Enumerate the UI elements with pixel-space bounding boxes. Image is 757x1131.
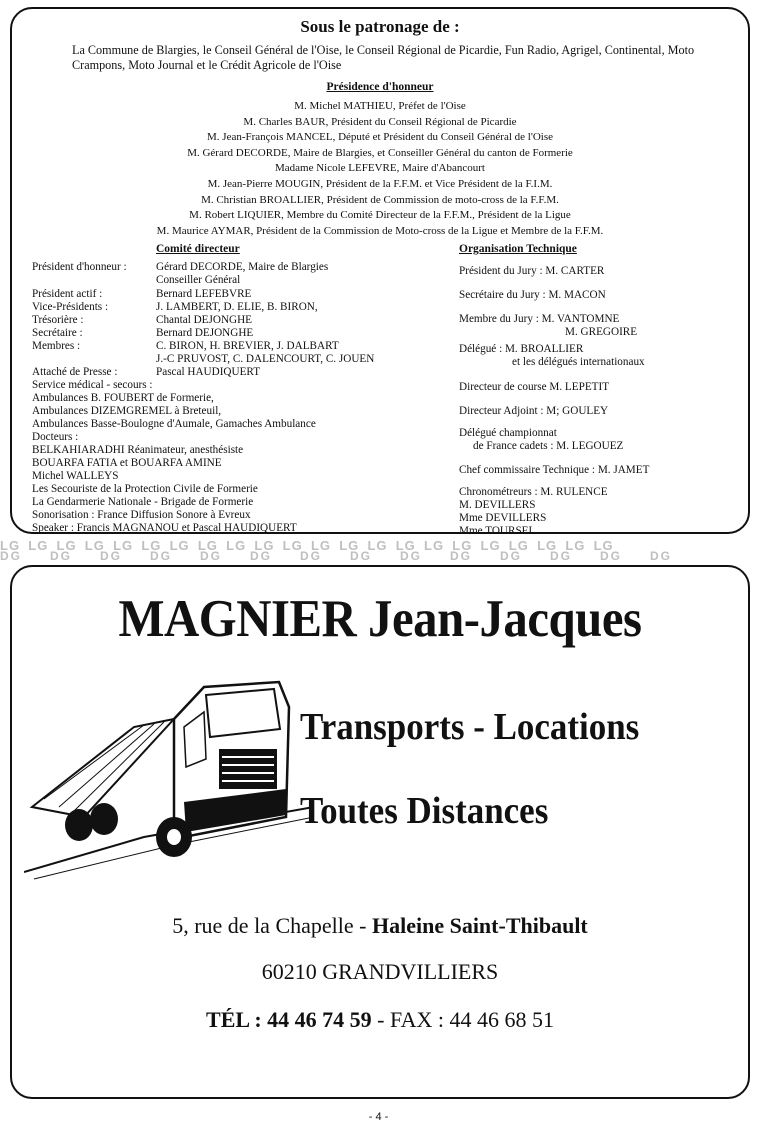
organisation-item: Mme DEVILLERS	[459, 512, 547, 524]
patronage-panel	[10, 7, 750, 537]
comite-extra: La Gendarmerie Nationale - Brigade de Formerie	[32, 496, 254, 508]
comite-extra: BOUARFA FATIA et BOUARFA AMINE	[32, 457, 222, 469]
advertiser-city: 60210 GRANDVILLIERS	[261, 959, 499, 984]
presidence-member: M. Gérard DECORDE, Maire de Blargies, et Conseiller Général du canton de Formerie	[187, 146, 573, 159]
organisation-item: Directeur Adjoint : M; GOULEY	[459, 405, 609, 417]
organisation-item: Secrétaire du Jury : M. MACON	[459, 289, 606, 301]
organisation-item: Chef commissaire Technique : M. JAMET	[459, 464, 650, 476]
comite-extra: Michel WALLEYS	[32, 470, 119, 482]
patronage-title: Sous le patronage de :	[300, 17, 460, 36]
comite-title: Comité directeur	[156, 243, 240, 255]
comite-label: Secrétaire :	[32, 327, 83, 339]
advertisement-panel	[10, 565, 750, 1099]
fax-number: - FAX : 44 46 68 51	[371, 1007, 554, 1032]
presidence-member: Madame Nicole LEFEVRE, Maire d'Abancourt	[274, 162, 485, 175]
comite-extra: Ambulances B. FOUBERT de Formerie,	[32, 392, 214, 404]
comite-extra: Ambulances Basse-Boulogne d'Aumale, Gamaches Ambulance	[32, 418, 316, 430]
comite-value: C. BIRON, H. BREVIER, J. DALBART	[156, 340, 339, 352]
phone-number: TÉL : 44 46 74 59	[206, 1007, 372, 1032]
truck-icon	[24, 667, 314, 882]
comite-label: Membres :	[32, 340, 81, 352]
presidence-member: M. Maurice AYMAR, Président de la Commission de Moto-cross de la Ligue et Membre de la F.F.M.	[156, 224, 604, 237]
advertiser-name: MAGNIER Jean-Jacques	[118, 590, 642, 648]
organisation-item: M. GREGOIRE	[565, 326, 638, 338]
organisation-item: Mme TOURSEL	[459, 525, 536, 537]
organisation-item: Directeur de course M. LEPETIT	[459, 381, 610, 393]
organisation-title: Organisation Technique	[459, 243, 577, 255]
presidence-member: M. Jean-François MANCEL, Député et Président du Conseil Général de l'Oise	[207, 131, 553, 144]
comite-label: Vice-Présidents :	[32, 301, 109, 313]
organisation-item: M. DEVILLERS	[459, 499, 536, 511]
comite-label: Attaché de Presse :	[32, 366, 118, 378]
band-row-top: LG LG LG LG LG LG LG LG LG LG LG LG LG LG LG LG LG LG LG LG LG LG	[0, 538, 622, 553]
comite-extra: Speaker : Francis MAGNANOU et Pascal HAUDIQUERT	[32, 522, 297, 534]
page-number: - 4 -	[368, 1111, 389, 1123]
presidence-member: M. Charles BAUR, Président du Conseil Régional de Picardie	[243, 115, 517, 128]
comite-extra: Ambulances DIZEMGREMEL à Breteuil,	[32, 405, 222, 417]
advertiser-contact	[12, 1007, 748, 1033]
organisation-item: Membre du Jury : M. VANTOMNE	[459, 313, 620, 325]
presidence-member: M. Michel MATHIEU, Préfet de l'Oise	[294, 100, 466, 112]
presidence-member: M. Jean-Pierre MOUGIN, Président de la F.F.M. et Vice Président de la F.I.M.	[207, 177, 553, 190]
comite-extra: Les Secouriste de la Protection Civile de Formerie	[32, 483, 258, 495]
comite-extra: Service médical - secours :	[32, 379, 153, 391]
comite-label: Président actif :	[32, 288, 103, 300]
organisation-item: Délégué : M. BROALLIER	[459, 343, 584, 355]
presidence-member: M. Robert LIQUIER, Membre du Comité Directeur de la F.F.M., Président de la Ligue	[189, 209, 571, 222]
comite-label: Président d'honneur :	[32, 261, 127, 273]
patronage-text: La Commune de Blargies, le Conseil Général de l'Oise, le Conseil Régional de Picardie, Fun Radio, Agrigel, Continental, Moto Crampons, Moto Journal et le Crédit Agricole de l'Oise	[72, 43, 695, 72]
advertiser-address	[12, 913, 748, 939]
comite-value: Bernard LEFEBVRE	[156, 288, 252, 300]
comite-extra: Docteurs :	[32, 431, 79, 443]
services-line-2: Toutes Distances	[300, 790, 549, 832]
presidence-title: Présidence d'honneur	[326, 81, 434, 93]
comite-value: Bernard DEJONGHE	[156, 327, 254, 339]
presidence-list	[12, 99, 748, 239]
address-street: 5, rue de la Chapelle -	[172, 913, 372, 938]
comite-value: J.-C PRUVOST, C. DALENCOURT, C. JOUEN	[156, 353, 375, 365]
organisation-item: Délégué championnat	[459, 427, 557, 439]
comite-extra: Sonorisation : France Diffusion Sonore à Evreux	[32, 509, 251, 521]
organisation-item: Président du Jury : M. CARTER	[459, 265, 605, 277]
logo-band	[0, 537, 757, 563]
band-row-bottom: DG DG DG DG DG DG DG DG DG DG DG DG DG DG	[0, 549, 700, 563]
organisation-item: et les délégués internationaux	[512, 356, 645, 368]
services-line-1: Transports - Locations	[300, 706, 640, 748]
comite-value: Chantal DEJONGHE	[156, 314, 253, 326]
address-locality: Haleine Saint-Thibault	[371, 913, 588, 938]
comite-value: Conseiller Général	[156, 274, 241, 286]
presidence-member: M. Christian BROALLIER, Président de Commission de moto-cross de la F.F.M.	[201, 193, 559, 206]
comite-extra: BELKAHIARADHI Réanimateur, anesthésiste	[32, 444, 244, 456]
organisation-item: Chronométreurs : M. RULENCE	[459, 486, 608, 498]
comite-value: Gérard DECORDE, Maire de Blargies	[156, 261, 329, 273]
comite-value: Pascal HAUDIQUERT	[156, 366, 261, 378]
comite-value: J. LAMBERT, D. ELIE, B. BIRON,	[156, 301, 318, 313]
comite-label: Trésorière :	[32, 314, 84, 326]
organisation-item: de France cadets : M. LEGOUEZ	[473, 440, 624, 452]
